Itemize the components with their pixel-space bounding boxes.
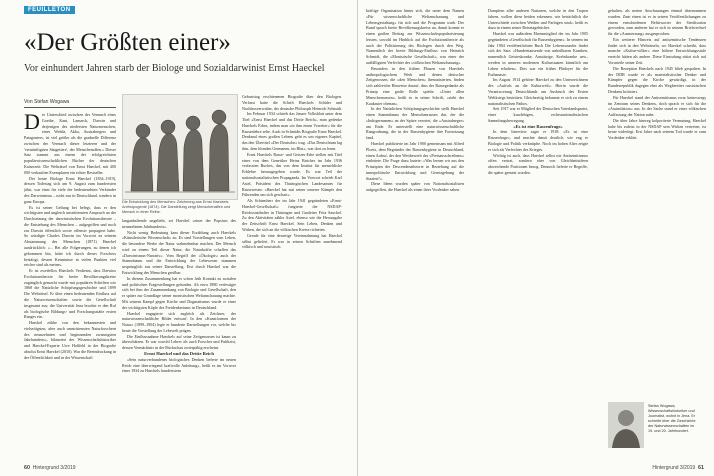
paragraph: »Sein naturverbundenes biologisches Denken lieferte im neuen Reich eine überwiegend kraftvolle Anleitung«, heißt es im Vorwort einer 1934 zu Haeckels hundertstem [122, 356, 236, 374]
right-column-3 [608, 8, 706, 396]
paragraph: Wichtig ist auch, dass Haeckel selbst nie Antisemitismus offen vertrat, sondern eher von Gleichheitsideen abweichende Positionen bezog. Dennoch lieferte er Begriffe, die später genutzt wurden. [488, 152, 588, 175]
issue-label: Hintergrund 3/2019 [32, 465, 76, 471]
right-column-1 [366, 8, 464, 464]
left-column-2 [122, 218, 236, 464]
drop-cap: D [24, 112, 40, 134]
paragraph: langanhaltende ungeliebt, sei Haeckel »einer der Popstars des neunzehnten Jahrhunderts«. [122, 218, 236, 229]
paragraph: Die über Jahre hinweg kolportierte Vermutung, Haeckel habe bis zuletzt in der NSDAP sein Wirken vertreten, ist heute widerlegt. Erst Jahre nach seinem Tod wurde er zum Vordenker erklärt. [608, 117, 706, 141]
paragraph: Ernst Haeckels Rasse- und Geistes-Erbe stellen mit Titel eines von dem Genetiker Heinz Brücher im Jahr 1936 verfassten Buches, das von dem Institut für menschliche Erblehre herausgegeben wurde. Es war Teil der nationalsozialistischen Propaganda. Im Vorwort schrieb Karl Astel, Präsident des Thüringischen Landesamtes für Rassewesen: »Haeckel hat mit seiner unserer Kämpfe den Führenden um sich geschart«. [242, 151, 342, 198]
article-byline: Von Stefan Wogawa [24, 99, 116, 108]
paragraph: Haeckel publizierte im Jahr 1900 gemeinsam mit Alfred Ploetz, dem Begründer der Rassenhygiene in Deutschland, einen Aufruf, der den Wettbewerb des »Preisausschreibens« einleitete. Die Frage dazu lautete: »Was lernen wir aus den Prinzipien der Descendenztheorie in Beziehung auf die innerpolitische Entwicklung und Gesetzgebung der Staaten?«. [366, 140, 464, 181]
paragraph: Ein weiterer Hinweis auf antisemitische Tendenzen findet sich in den Welträtseln, wo Haeckel schreibt, dass manche »Kultur-völker« eine höhere Entwicklungsstufe erreicht hätten als andere. Diese Einstufung stützt sich auf Vorurteile seiner Zeit. [608, 36, 706, 66]
paragraph: Er ist zweifellos Haeckels Verdienst, dass Darwins Evolutionstheorie für breite Bevölkerungskreise zugänglich gemacht wurde mit populären Schriften wie 1868 die Natürliche Schöpfungsgeschichte und 1899 Die Welträtsel. Er übte einen bedeutenden Einfluss auf die Naturwissenschaften sowie die Gesellschaft insgesamt aus; der Universität Jena brachte er den Ruf als biologische Bildungs- und Forschungsstätte ersten Ranges ein. [24, 268, 116, 320]
paragraph: Seit 1917 war er Mitglied der Deutschen Vaterlandspartei, einer kurzlebigen, rechtsnationalistischen Sammlungsbewegung. [488, 106, 588, 123]
paragraph: Im August 1914 gehörte Haeckel zu den Unterzeichnern des »Aufrufs an die Kulturwelt«. Hierin wurde die Verantwortung Deutschlands am Ausbruch des Ersten Weltkriegs bestritten. Gleichzeitig bekannte er sich zu einem nationalistischen Pathos. [488, 77, 588, 106]
paragraph: Für Haeckel stand der Antisemitismus zwar keineswegs im Zentrum seines Denkens, doch sprach er sich für die »Assimilation« aus. In der Sache stand er einer völkischen Auffassung der Nation nahe. [608, 94, 706, 118]
paragraph: Es ist seiner Geltung bei belegt, dass er den wichtigsten und ungleich unstrittensten Anspruch an der Durchsetzung der darwinistischen Evolutionstheorie – die Entstehung des Menschen – aufgegriffen und noch zur Darwin öffentlich sowie offensiv propagiert habe. So würdigte Charles Darwin im Vorwort zu seinem Abstammung des Menschen (1871) Haeckel ausdrücklich: «... Bei alle Folgerungen, zu denen ich gekommen bin, hätte ich durch dieses Forschers bestätigt, dessen Kenntnisse in vielen Punkten viel reicher sind als meine». [24, 204, 116, 268]
paragraph: In diesem Zusammenhang hat er schon früh Kontakt zu sozialen und politischen Fragestellungen gefunden. Ab etwa 1880 verfestigte sich bei ihm der Zusammenhang von Biologie und Gesellschaft, den er später zur Grundlage seiner monistischen Weltanschauung machte. Mit seinem Kampf gegen Kirche und Dogmatismus wurde er einer der wichtigsten Köpfe des Freidenkertums in Deutschland. [122, 275, 236, 310]
paragraph: Der heute Biologe Ernst Haeckel (1834–1919), dessen Todestag sich am 9. August zum hundertsten jährt, war einst für viele der bedeutendsten Verkünder des Darwinismus – nicht nur in Deutschland, sondern in ganz Europa. [24, 175, 116, 204]
paragraph: Nicht wenig Bedeutung kam dieser Erzählung auch Haeckels »Künstlerische Wissenschaft« zu. Es sind Vorstellungen vom Leben, die besondere Werke der Natur wahrnehmbar machen. Der Mensch wird zu einem Teil dieser Natur, die Naturkräfte schaffen das »Darwinismus-Narrativ«. Vom Begriff der »Ökologie« auch der Stammbaum und die Entwicklung der Lebewesen stammen ursprünglich aus seiner Darstellung. Erst durch Haeckel war die Entwicklung des Menschen greifbar. [122, 229, 236, 276]
page-number: 60 [24, 465, 30, 471]
figure-caption: Die Entwicklung des Menschen: Zeichnung aus Ernst Haeckels Anthropogenie (1874). Die Darstellung zeigt Menschenaffen und Mensch in einer Reihe. [122, 200, 231, 214]
illustration-haeckel-apes [122, 94, 238, 200]
paragraph: Geburtstag erschienenen Biografie über den Biologen. Verfasst hatte die Schrift Haeckels Schüler und Nachlassverwalter, der deutsche Philosoph Heinrich Schmidt. [242, 94, 342, 111]
paragraph: Die Rezeption Haeckels nach 1945 blieb gespalten. In der DDR wurde er als materialistischer Denker und Kämpfer gegen die Kirche gewürdigt, in der Bundesrepublik dagegen eher als Wegbereiter rassistischen Denkens kritisiert. [608, 65, 706, 94]
author-caption: Stefan Wogawa, Wissenschaftshistoriker und Journalist, wohnt in Jena. Er schreibt über die Geschichte der Naturwissenschaften im 19. und 20. Jahrhundert. [648, 404, 696, 434]
left-column-1 [24, 112, 116, 464]
article-deck: Vor einhundert Jahren starb der Biologe und Sozialdarwinist Ernst Haeckel [24, 63, 325, 74]
paragraph: Dampfern aller anderen Nationen, welche in den Tropen fahren, wollen diese beiden erkennen, wie beträchtlich die Unterschiede zwischen Weißen und Farbigen sind«, heißt es dazu in einem seiner Reisetagebücher. [488, 8, 588, 31]
paragraph: In dem Interview sagte er 1918: »Es ist eine Rassenfrage«, und machte damit deutlich, wie eng er Biologie und Politik verknüpfte. Noch im hohen Alter zeigte er sich als Verfechter des Krieges. [488, 129, 588, 152]
left-column-3 [242, 94, 342, 464]
page-folio-right [652, 465, 704, 471]
page-folio-left [24, 465, 76, 471]
paragraph: In der Natürlichen Schöpfungsgeschichte stellt Haeckel einen Stammbaum der Menschenrassen dar, der die »Indogermanen« an der Spitze verortet, die »Australneger« am Ende. Er unterstellt eine naturwissenschaftliche Rangordnung, die in der Rassenhygiene ihre Fortsetzung fand. [366, 106, 464, 141]
paragraph: Die Einflussnahme Haeckels auf seine Zeitgenossen ist kaum zu überschätzen. Er war sowohl Lehrer als auch Forscher und Publizist, dessen Vermächtnis in der Rückschau zwiespältig erscheint. [122, 333, 236, 351]
paragraph: Haeckel war außerdem Ehrenmitglied der im Jahr 1905 gegründeten »Gesellschaft für Rassenhygiene«. In seinem im Jahr 1904 veröffentlichten Buch Die Lebenswunder findet sich der Satz: »Hunderttausende von unheilbaren Kranken, namentlich Geisteskranke, Aussätzige, Krebskranke usw., werden in unseren modernen Kulturstaaten künstlich am Leben erhalten«. Dies war ein frühes Plädoyer für die Euthanasie. [488, 31, 588, 77]
ape-illustration-icon [123, 95, 237, 199]
article-headline: «Der Größten einer» [24, 29, 231, 56]
paragraph: Besonders in den frühen Phasen von Haeckels anthropologischem Werk und denen deutscher Zeitgenossen, die »den Menschen« thematisierten, finden sich zahlreiche Hinweise darauf, dass der Rassegedanke als Prinzip eine große Rolle spielte. »Unter allen Menschenrassen«, heißt es in seiner Schrift, »steht der Kaukasier obenan«. [366, 65, 464, 106]
right-column-2 [488, 8, 588, 464]
subheading: Ernst Haeckel und das Dritte Reich [144, 350, 214, 356]
paragraph: gehalten, als meine Anschauungen einmal übernommen wurden. Zum einen ist er in seinen Veröffentlichungen zu einem entschiedenen Befürworter der Sterilisation geworden, zum anderen hat er sich in seinem Briefwechsel für die »Ausmerzung« ausgesprochen. [608, 8, 706, 37]
paragraph: kräftige Organisation hinter sich, die unter dem Namen »Für wissenschaftliche Weltanschauung und Lebensgestaltung« für sich und die Programm warb. Der Bund sprach breite Bevölkerungskreise an, damit konnte er einen großen Beitrag zur Wissenschaftspopularisierung leisten, sowohl im Hinblick auf die Evolutionstheorie als auch der Politisierung des Biologen durch den Weg. Namentlich der breite Bildungs-Einfluss von Heinrich Schmidt, die »Monistische Gesellschaft«, war einer der auffälligsten Verfechter der »völkischen Weltanschauung«. [366, 8, 464, 66]
page-number: 61 [698, 465, 704, 471]
paragraph: Im Februar 1934 schrieb das Jenaer Volksblatt unter dem Titel »Ernst Haeckel und das Dritte Reich«, man gedenke Haeckels Erbes, indem man »in ihm einen Vorreiter« für die Rassenlehre sehe. Auch in Schmidts Biografie Ernst Haeckel. Denkmal eines großen Lebens geht es um eigenes Kapitel, das den Übertitel »Der Deutsche« trug. »Das Deutschtum lag ihm, dem blonden Germanen, im Blut«, war dort zu lesen. [242, 111, 342, 152]
subheading: «Es ist eine Rassenfrage» [513, 123, 563, 129]
paragraph: Der Unterschied zwischen der Vernunft eines Goethe, Kant, Lamarck, Darwin und derjenigen des niedersten Naturmenschen, eines Wedda, Akka, Australnegers und Patagoniers, ist viel größer als die graduelle Differenz zwischen der Vernunft dieser letzteren und der 'vernünftigsten Säugetiere', der Menschenaffen.» Dieser Satz stammt aus einem der erfolgreichsten populärwissenschaftlichen Bücher der deutschen Kaiserzeit: Die Welträtsel von Ernst Haeckel, mit 400 000 verkauften Exemplaren ein echter Bestseller. [24, 112, 116, 175]
right-page [357, 0, 714, 476]
person-icon [608, 402, 644, 448]
paragraph: Als Schirmherr der im Jahr 1941 gegründeten »Ernst-Haeckel-Gesellschaft« fungierte der NSDAP-Reichsstatthalter in Thüringen und Gauleiter Fritz Sauckel. Zu den Aktivitäten zählte Astel, ebenso wie die Herausgabe der Zeitschrift Ernst Haeckel. Sein Leben, Denken und Wirken, die sich an die völkischen Kreise richteten. [242, 198, 342, 232]
paragraph: Haeckel engagierte sich zugleich als Zeichner, der naturwissenschaftliche Bilder entwarf. In den »Kunstformen der Natur« (1899–1904) legte er hunderte Darstellungen vor, welche bis heute die Vorstellung der Lebewelt prägen. [122, 310, 236, 333]
paragraph: Haeckel zählte von den bekanntesten und vielseitigsten, aber auch umstrittensten Naturforschern des neunzehnten und beginnenden zwanzigsten Jahrhunderts«, bilanziert der Wissenschaftshistoriker und Haeckel-Experte Uwe Hoßfeld in der Biografie absolut Ernst Haeckel (2010). War die Beeindruckung in der Öffentlichkeit und in der Wissenschaft [24, 320, 116, 360]
paragraph: Gerade für eine derartige Vereinnahmung hat Haeckel selbst geliefert. Er war in seinen Schriften zunehmend völkisch und rassistisch. [242, 232, 342, 250]
section-kicker: FEUILLETON [24, 6, 75, 14]
author-portrait [608, 402, 644, 448]
paragraph: Diese Ideen wurden später von Nationalsozialisten aufgegriffen, die Haeckel als einen ihrer Vordenker sahen. [366, 181, 464, 193]
issue-label: Hintergrund 3/2019 [652, 465, 696, 471]
